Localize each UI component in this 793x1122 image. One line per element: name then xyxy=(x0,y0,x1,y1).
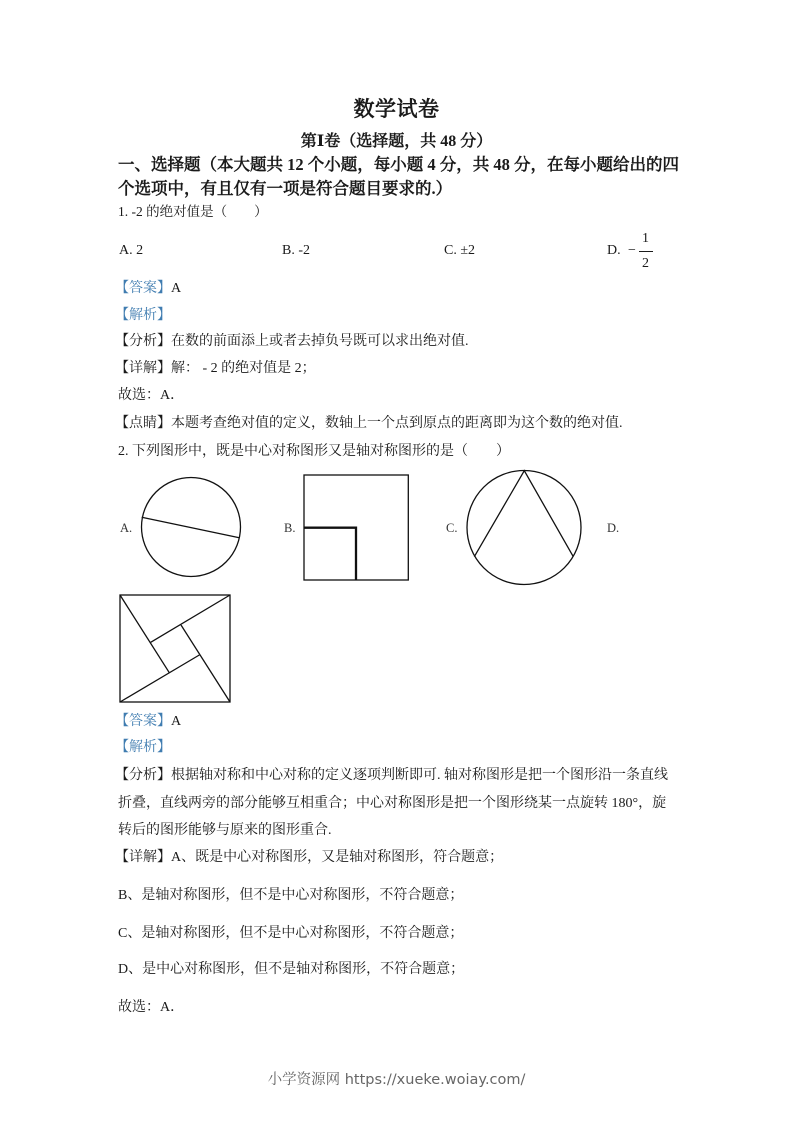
answer-value: A xyxy=(171,281,182,296)
q2-figure-label-b: B. xyxy=(284,521,296,535)
fenxi-tag: 【分析】 xyxy=(115,768,171,783)
q2-xiangjie-line-a xyxy=(115,848,503,868)
q2-xiangjie-line-b: B、是轴对称图形，但不是中心对称图形，不符合题意； xyxy=(118,888,464,903)
q1-analysis-tag: 【解析】 xyxy=(115,308,171,323)
q1-xiangjie xyxy=(115,359,316,379)
footer-watermark: 小学资源网 https://xueke.woiay.com/ xyxy=(267,1072,526,1088)
q2-figure-label-c: C. xyxy=(446,521,458,535)
section-heading-line-1: 一、选择题（本大题共 12 个小题，每小题 4 分，共 48 分，在每小题给出的四 xyxy=(118,155,679,174)
dianjing-tag: 【点睛】 xyxy=(115,416,171,431)
page-title: 数学试卷 xyxy=(353,97,440,121)
xiangjie-tag: 【详解】 xyxy=(115,361,171,376)
q2-analysis-tag: 【解析】 xyxy=(115,740,171,755)
q2-xiangjie-line-d: D、是中心对称图形，但不是轴对称图形，不符合题意； xyxy=(118,962,465,977)
question-2-stem: 2. 下列图形中，既是中心对称图形又是轴对称图形的是（ ） xyxy=(118,444,510,459)
xiangjie-tag: 【详解】 xyxy=(115,850,171,865)
q1-option-c: C. ±2 xyxy=(444,243,476,258)
xiangjie-text: 解： - 2 的绝对值是 2； xyxy=(171,361,316,376)
figure-d-pinwheel-square xyxy=(116,591,234,706)
q2-answer xyxy=(115,712,181,732)
fraction-bar xyxy=(639,251,653,252)
q1-option-b: B. -2 xyxy=(282,243,310,258)
q1-option-d-denominator: 2 xyxy=(642,256,649,271)
q2-conclusion: 故选：A． xyxy=(118,1000,185,1015)
fenxi-tag: 【分析】 xyxy=(115,334,171,349)
xiangjie-text: A、既是中心对称图形，又是轴对称图形，符合题意； xyxy=(171,850,504,865)
q1-dianjing xyxy=(115,414,623,434)
figure-b-nested-squares xyxy=(300,471,412,584)
q1-fenxi xyxy=(115,332,469,352)
figure-c-circle-angle xyxy=(463,466,585,589)
answer-tag: 【答案】 xyxy=(115,281,171,296)
q2-fenxi-line-3: 转后的图形能够与原来的图形重合. xyxy=(118,823,332,838)
section-subtitle: 第Ⅰ卷（选择题，共 48 分） xyxy=(300,133,493,150)
q1-conclusion: 故选：A． xyxy=(118,388,185,403)
dianjing-text: 本题考查绝对值的定义，数轴上一个点到原点的距离即为这个数的绝对值. xyxy=(171,416,623,431)
answer-tag: 【答案】 xyxy=(115,714,171,729)
q1-answer xyxy=(115,279,181,299)
q2-figure-label-a: A. xyxy=(120,521,133,535)
figure-a-circle-chord xyxy=(136,472,246,582)
q1-option-d-sign: − xyxy=(628,243,636,258)
answer-value: A xyxy=(171,714,182,729)
section-heading-line-2: 个选项中，有且仅有一项是符合题目要求的.） xyxy=(118,179,453,198)
q1-option-d-numerator: 1 xyxy=(642,231,649,246)
q2-fenxi-line-2: 折叠，直线两旁的部分能够互相重合；中心对称图形是把一个图形绕某一点旋转 180°，旋 xyxy=(118,796,667,811)
q2-xiangjie-line-c: C、是轴对称图形，但不是中心对称图形，不符合题意； xyxy=(118,926,464,941)
fenxi-text: 根据轴对称和中心对称的定义逐项判断即可. 轴对称图形是把一个图形沿一条直线 xyxy=(171,768,668,783)
question-1-stem: 1. -2 的绝对值是（ ） xyxy=(118,204,268,219)
q2-figure-label-d: D. xyxy=(607,521,620,535)
fenxi-text: 在数的前面添上或者去掉负号既可以求出绝对值. xyxy=(171,334,469,349)
q1-option-d: D. xyxy=(607,243,621,258)
q1-option-a: A. 2 xyxy=(119,243,144,258)
q2-fenxi-line-1 xyxy=(115,766,668,786)
